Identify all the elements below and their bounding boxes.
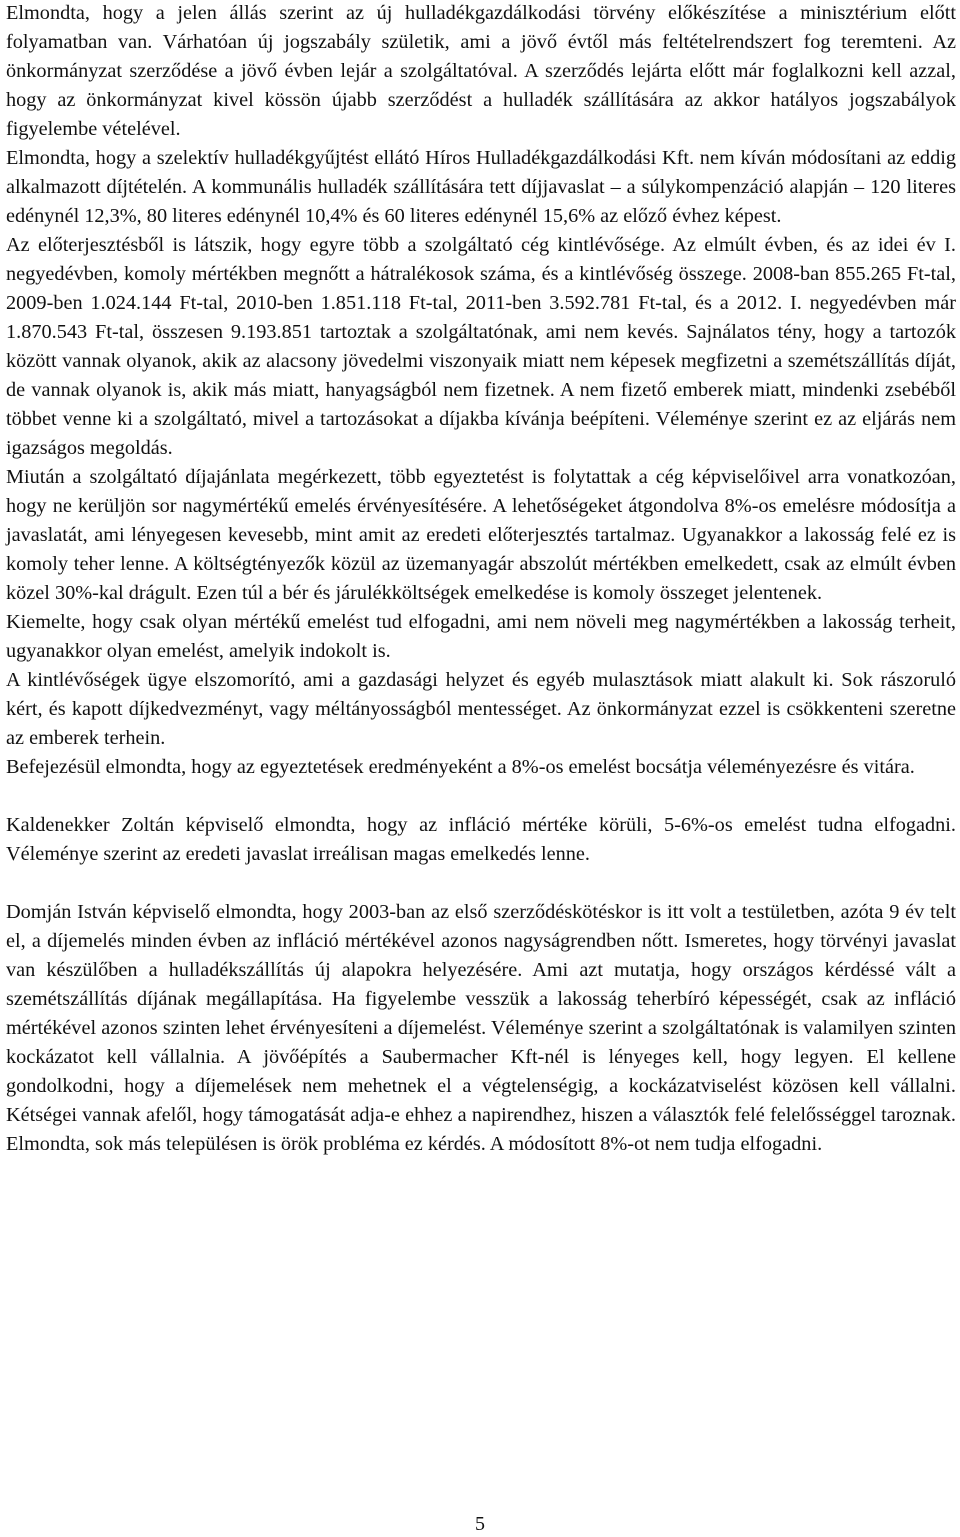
paragraph: Miután a szolgáltató díjajánlata megérkezett, több egyeztetést is folytattak a cég képviselőivel arra vonatkozóan, hogy ne kerüljön sor nagymértékű emelés érvényesítésére. A lehetőségeket átgondolva 8%-os emelésre módosítja a javaslatát, ami lényegesen kevesebb, mint amit az eredeti előterjesztés tartalmaz. Ugyanakkor a lakosság felé ez is komoly teher lenne. A költségtényezők közül az üzemanyagár abszolút mértékben emelkedett, csak az elmúlt évben közel 30%-kal drágult. Ezen túl a bér és járulékköltségek emelkedése is komoly összeget jelentenek. — [6, 466, 956, 604]
paragraph: Befejezésül elmondta, hogy az egyeztetések eredményeként a 8%-os emelést bocsátja véleményezésre és vitára. — [6, 756, 915, 778]
paragraph: Az előterjesztésből is látszik, hogy egyre több a szolgáltató cég kintlévősége. Az elmúlt évben, és az idei év I. negyedévben, komoly mértékben megnőtt a hátralékosok száma, és a kintlévőség összege. 2008-ban 855.265 Ft-tal, 2009-ben 1.024.144 Ft-tal, 2010-ben 1.851.118 Ft-tal, 2011-ben 3.592.781 Ft-tal, és a 2012. I. negyedévben már 1.870.543 Ft-tal, összesen 9.193.851 tartoztak a szolgáltatónak, ami nem kevés. Sajnálatos tény, hogy a tartozók között vannak olyanok, akik az alacsony jövedelmi viszonyaik miatt nem képesek megfizetni a szemétszállítás díját, de vannak olyanok is, akik más miatt, hanyagságból nem fizetnek. A nem fizető emberek miatt, mindenki zsebéből többet venne ki a szolgáltató, mivel a tartozásokat a díjakba kívánja beépíteni. Véleménye szerint ez az eljárás nem igazságos megoldás. — [6, 234, 956, 459]
page-number: 5 — [475, 1513, 485, 1535]
paragraph: Elmondta, hogy a szelektív hulladékgyűjtést ellátó Híros Hulladékgazdálkodási Kft. nem kíván módosítani az eddig alkalmazott díjtételén. A kommunális hulladék szállítására tett díjjavaslat – a súlykompenzáció alapján – 120 literes edénynél 12,3%, 80 literes edénynél 10,4% és 60 literes edénynél 15,6% az előző évhez képest. — [6, 147, 956, 227]
paragraph: A kintlévőségek ügye elszomorító, ami a gazdasági helyzet és egyéb mulasztások miatt alakult ki. Sok rászoruló kért, és kapott díjkedvezményt, vagy méltányosságból mentességet. Az önkormányzat ezzel is csökkenteni szeretne az emberek terhein. — [6, 669, 956, 749]
paragraph: Elmondta, hogy a jelen állás szerint az új hulladékgazdálkodási törvény előkészítése a minisztérium előtt folyamatban van. Várhatóan új jogszabály születik, ami a jövő évtől más feltételrendszert fog teremteni. Az önkormányzat szerződése a jövő évben lejár a szolgáltatóval. A szerződés lejárta előtt már foglalkozni kell azzal, hogy az önkormányzat kivel kössön újabb szerződést a hulladék szállítására az akkor hatályos jogszabályok figyelembe vételével. — [6, 2, 956, 140]
paragraph: Kiemelte, hogy csak olyan mértékű emelést tud elfogadni, ami nem növeli meg nagymértékben a lakosság terheit, ugyanakkor olyan emelést, amelyik indokolt is. — [6, 611, 956, 662]
paragraph: Domján István képviselő elmondta, hogy 2003-ban az első szerződéskötéskor is itt volt a testületben, azóta 9 év telt el, a díjemelés minden évben az infláció mértékével azonos nagyságrendben nőtt. Ismeretes, hogy törvényi javaslat van készülőben a hulladékszállítás új alapokra helyezésére. Ami azt mutatja, hogy országos kérdéssé vált a szemétszállítás díjának megállapítása. Ha figyelembe vesszük a lakosság teherbíró képességét, csak az infláció mértékével azonos szinten lehet érvényesíteni a díjemelést. Véleménye szerint a szolgáltatónak is valamilyen szinten kockázatot kell vállalnia. A jövőépítés a Saubermacher Kft-nél is lényeges kell, hogy legyen. El kellene gondolkodni, hogy a díjemelések nem mehetnek el a végtelenségig, a kockázatviselést közösen kell vállalni. Kétségei vannak afelől, hogy támogatását adja-e ehhez a napirendhez, hiszen a választók felé felelősséggel taroznak. Elmondta, sok más településen is örök probléma ez kérdés. A módosított 8%-ot nem tudja elfogadni. — [6, 901, 956, 1155]
paragraph: Kaldenekker Zoltán képviselő elmondta, hogy az infláció mértéke körüli, 5-6%-os emelést tudna elfogadni. Véleménye szerint az eredeti javaslat irreálisan magas emelkedés lenne. — [6, 814, 956, 865]
